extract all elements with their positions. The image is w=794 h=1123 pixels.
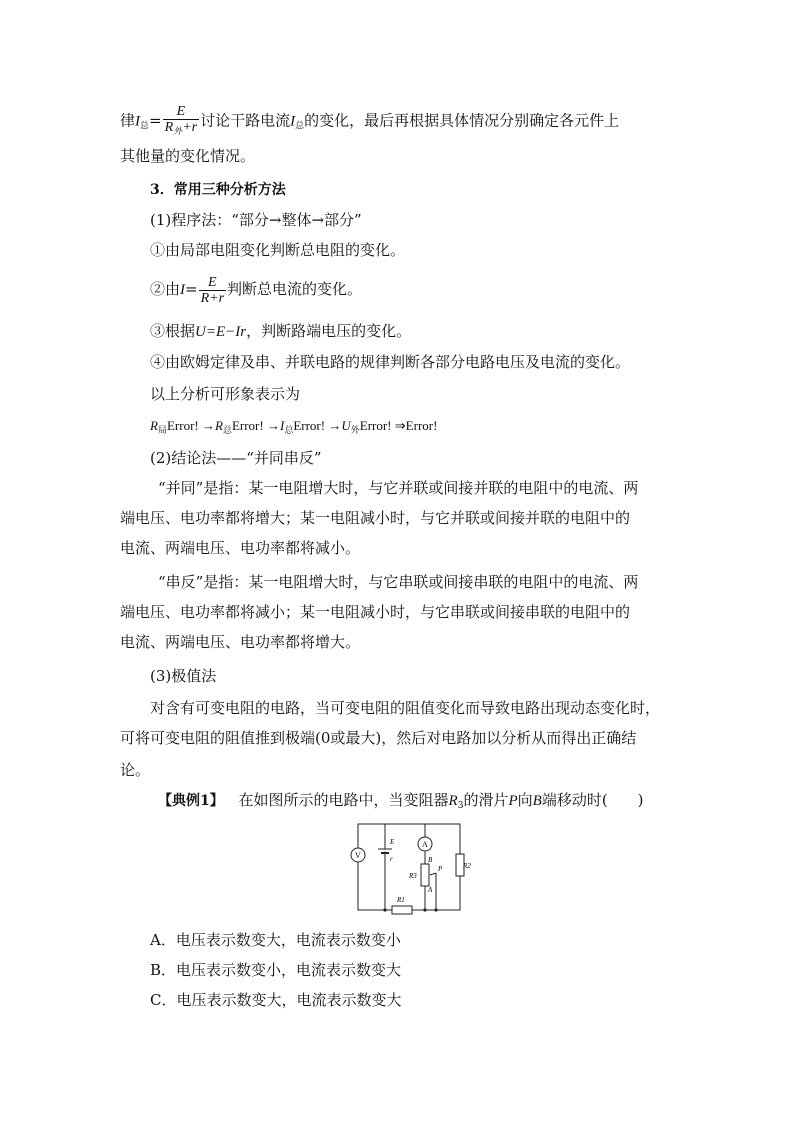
emf-label: E — [390, 838, 395, 846]
text: Error! — [293, 418, 326, 433]
bingtong-line-1: “并同”是指：某一电阻增大时，与它并联或间接并联的电阻中的电流、两 — [158, 479, 639, 497]
text: 总 — [284, 425, 294, 435]
text: P — [508, 793, 518, 809]
text: 律 — [120, 111, 136, 130]
junction — [383, 908, 386, 911]
text: U — [341, 418, 351, 433]
slider-p-label: P — [438, 865, 443, 873]
fraction-numerator: E — [163, 104, 199, 120]
example-tag: 【典例1】 — [158, 793, 224, 809]
step-5: 以上分析可形象表示为 — [150, 385, 301, 403]
text: Error! — [359, 418, 392, 433]
method-heading-3: (3)极值法 — [150, 667, 217, 685]
text: 端移动时( ) — [541, 791, 644, 809]
text: 的变化，最后再根据具体情况分别确定各元件上 — [304, 111, 620, 130]
text: R — [214, 418, 223, 433]
text: Error! — [166, 418, 199, 433]
example-question — [158, 790, 644, 816]
voltmeter-label: V — [355, 851, 361, 860]
jizhi-line-1: 对含有可变电阻的电路，当可变电阻的阻值变化而导致电路出现动态变化时， — [150, 699, 661, 717]
r1-label: R1 — [397, 896, 405, 904]
text: = — [185, 280, 198, 298]
step-3 — [150, 321, 411, 342]
step-2 — [150, 274, 362, 306]
resistor-r3 — [421, 864, 429, 886]
fraction-denominator: R+r — [200, 290, 225, 306]
text: = — [149, 111, 162, 130]
text: 外 — [173, 126, 183, 136]
ammeter-label: A — [422, 840, 428, 849]
text: 总 — [222, 425, 232, 435]
chuanfan-line-1: “串反”是指：某一电阻增大时，与它串联或间接串联的电阻中的电流、两 — [158, 573, 639, 591]
bingtong-line-3: 电流、两端电压、电功率都将减小。 — [120, 539, 361, 557]
chuanfan-line-2: 端电压、电功率都将减小；某一电阻减小时，与它串联或间接串联的电阻中的 — [120, 603, 631, 621]
arrow: → — [266, 418, 280, 433]
text: I — [290, 113, 296, 130]
resistor-r1 — [392, 906, 412, 914]
text: 总 — [140, 121, 150, 132]
arrow: ⇒ — [394, 418, 406, 433]
method-heading-1: (1)程序法：“部分→整体→部分” — [150, 211, 362, 229]
text: I — [279, 418, 285, 433]
r3-label: R3 — [409, 872, 417, 880]
text: 总 — [295, 121, 305, 132]
text: B — [532, 793, 542, 809]
text: 的滑片 — [463, 791, 509, 809]
option-a: A．电压表示数变大，电流表示数变小 — [150, 931, 401, 949]
text: I — [180, 282, 186, 298]
analysis-chain — [150, 416, 437, 440]
text: 向 — [517, 791, 533, 809]
circuit-outer-wire — [358, 824, 460, 910]
text: Error! — [231, 418, 264, 433]
circuit-diagram — [340, 818, 470, 918]
paragraph-line-1 — [120, 104, 619, 140]
text: R — [150, 418, 158, 433]
section-heading: 3．常用三种分析方法 — [150, 182, 286, 198]
fraction-numerator: E — [199, 275, 226, 291]
text: ③根据 — [150, 322, 196, 340]
arrow: → — [201, 418, 215, 433]
jizhi-line-2: 可将可变电阻的阻值推到极端(0或最大)，然后对电路加以分析从而得出正确结 — [120, 729, 637, 747]
text: 局 — [157, 425, 167, 435]
text: R — [164, 120, 174, 135]
method-heading-2: (2)结论法——“并同串反” — [150, 449, 322, 467]
step-4: ④由欧姆定律及串、并联电路的规律判断各部分电路电压及电流的变化。 — [150, 353, 631, 371]
fraction-denominator — [163, 120, 199, 139]
text: 讨论干路电流 — [200, 111, 291, 130]
option-b: B．电压表示数变小，电流表示数变大 — [150, 961, 402, 979]
text: 在如图所示的电路中，当变阻器 — [238, 791, 449, 809]
text: 3 — [457, 801, 464, 811]
text: 判断总电流的变化。 — [227, 280, 363, 298]
slider-arrow — [430, 873, 436, 875]
junction — [434, 908, 437, 911]
terminal-b-label: B — [428, 856, 433, 864]
text: R — [448, 793, 458, 809]
fraction — [199, 275, 226, 306]
internal-r-label: r — [390, 855, 393, 863]
bingtong-line-2: 端电压、电功率都将增大；某一电阻减小时，与它并联或间接并联的电阻中的 — [120, 509, 631, 527]
paragraph-line-2: 其他量的变化情况。 — [120, 147, 256, 165]
formula: U=E−Ir — [195, 324, 247, 340]
text: Error! — [405, 418, 438, 433]
jizhi-line-3: 论。 — [120, 761, 151, 779]
r2-label: R2 — [463, 862, 471, 870]
step-1: ①由局部电阻变化判断总电阻的变化。 — [150, 241, 406, 259]
text: ②由 — [150, 280, 181, 298]
text: +r — [182, 120, 198, 135]
text: 外 — [350, 425, 360, 435]
option-c: C．电压表示数变大，电流表示数变大 — [150, 991, 402, 1009]
fraction — [163, 104, 199, 139]
text: I — [135, 113, 141, 130]
arrow: → — [328, 418, 342, 433]
chuanfan-line-3: 电流、两端电压、电功率都将增大。 — [120, 633, 361, 651]
terminal-a-label: A — [428, 886, 433, 894]
text: ，判断路端电压的变化。 — [246, 322, 412, 340]
junction — [423, 908, 426, 911]
